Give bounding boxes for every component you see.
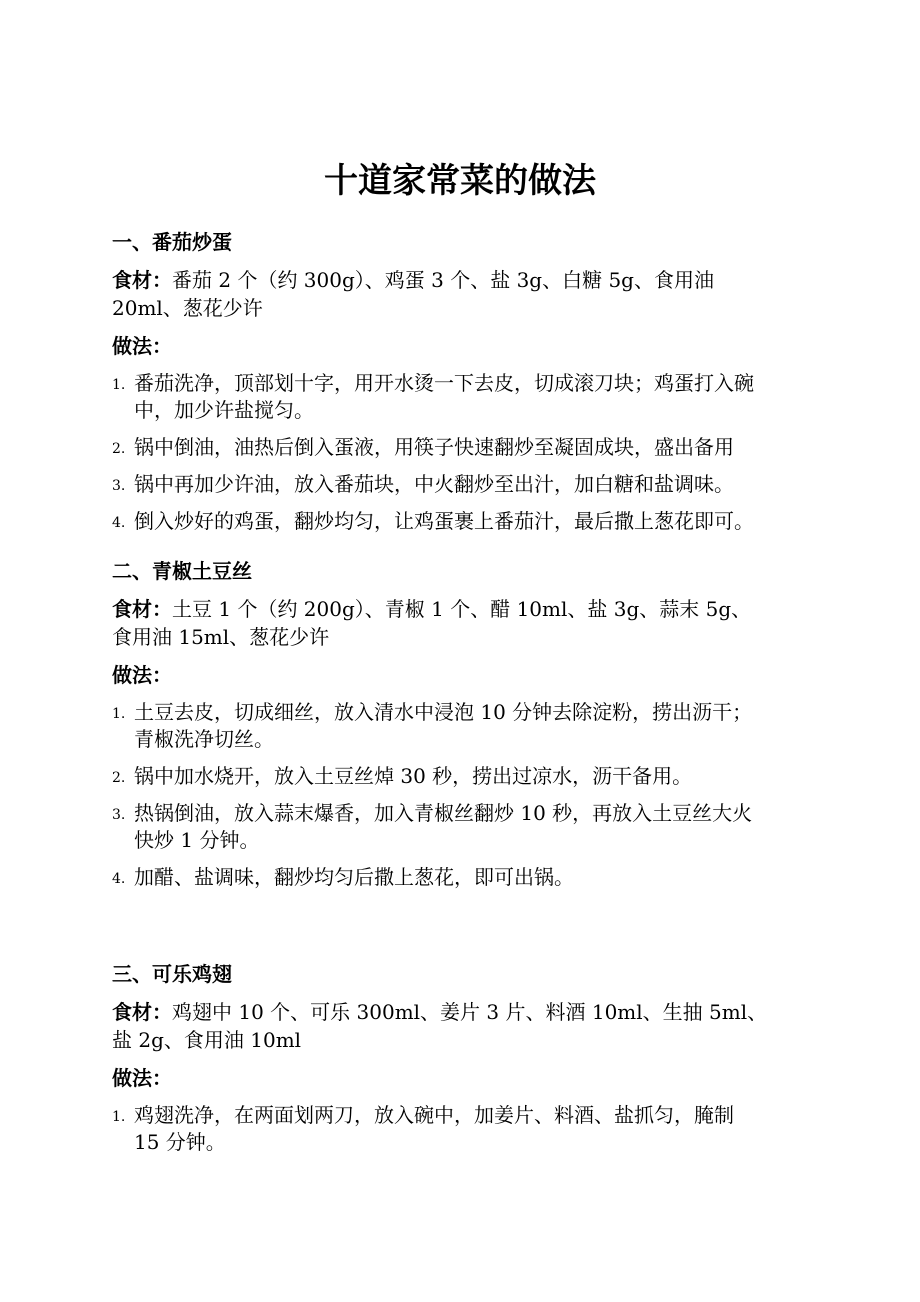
step-item [112, 800, 812, 854]
step-text-line-2: 中，加少许盐搅匀。 [134, 398, 314, 422]
step-item [112, 699, 812, 753]
method-label: 做法： [112, 334, 172, 358]
step-number: 2. [112, 441, 126, 457]
recipe-heading: 一、番茄炒蛋 [112, 230, 232, 254]
step-item [112, 508, 812, 535]
step-list [112, 370, 812, 535]
step-text-line-1: 鸡翅洗净，在两面划两刀，放入碗中，加姜片、料酒、盐抓匀，腌制 [134, 1103, 734, 1127]
step-text-line-1: 锅中倒油，油热后倒入蛋液，用筷子快速翻炒至凝固成块，盛出备用 [134, 435, 734, 459]
recipe-section-1 [112, 228, 812, 545]
step-item [112, 471, 812, 498]
step-text-line-1: 加醋、盐调味，翻炒均匀后撒上葱花，即可出锅。 [134, 865, 574, 889]
step-item [112, 434, 812, 461]
step-number: 1. [112, 1109, 126, 1125]
step-item [112, 370, 812, 424]
step-text-line-2: 快炒 1 分钟。 [134, 828, 260, 852]
step-text-line-1: 番茄洗净，顶部划十字，用开水烫一下去皮，切成滚刀块；鸡蛋打入碗 [134, 371, 754, 395]
ingredients-line-1: 鸡翅中 10 个、可乐 300ml、姜片 3 片、料酒 10ml、生抽 5ml、 [172, 1000, 768, 1024]
method-label: 做法： [112, 1066, 172, 1090]
step-number: 2. [112, 770, 126, 786]
step-list [112, 1102, 812, 1156]
step-text-line-1: 倒入炒好的鸡蛋，翻炒均匀，让鸡蛋裹上番茄汁，最后撒上葱花即可。 [134, 509, 754, 533]
step-text-line-2: 青椒洗净切丝。 [134, 727, 274, 751]
step-list [112, 699, 812, 891]
recipe-section-2 [112, 557, 812, 901]
recipe-section-3 [112, 960, 812, 1166]
step-item [112, 1102, 812, 1156]
step-text-line-2: 15 分钟。 [134, 1130, 226, 1154]
page-title: 十道家常菜的做法 [324, 161, 596, 201]
step-number: 3. [112, 478, 126, 494]
recipe-heading: 三、可乐鸡翅 [112, 962, 232, 986]
step-number: 1. [112, 706, 126, 722]
step-text-line-1: 热锅倒油，放入蒜末爆香，加入青椒丝翻炒 10 秒，再放入土豆丝大火 [134, 801, 753, 825]
ingredients-text [112, 998, 812, 1054]
ingredients-label: 食材： [112, 1000, 172, 1024]
ingredients-line-2: 盐 2g、食用油 10ml [112, 1028, 302, 1052]
step-text-line-1: 锅中再加少许油，放入番茄块，中火翻炒至出汁，加白糖和盐调味。 [134, 472, 734, 496]
step-number: 4. [112, 871, 126, 887]
ingredients-line-2: 20ml、葱花少许 [112, 296, 263, 320]
ingredients-label: 食材： [112, 597, 172, 621]
step-number: 3. [112, 807, 126, 823]
step-number: 4. [112, 515, 126, 531]
step-text-line-1: 土豆去皮，切成细丝，放入清水中浸泡 10 分钟去除淀粉，捞出沥干； [134, 700, 753, 724]
ingredients-text [112, 595, 812, 651]
method-label: 做法： [112, 663, 172, 687]
ingredients-line-2: 食用油 15ml、葱花少许 [112, 625, 330, 649]
step-number: 1. [112, 377, 126, 393]
ingredients-line-1: 土豆 1 个（约 200g）、青椒 1 个、醋 10ml、盐 3g、蒜末 5g、 [172, 597, 752, 621]
recipe-heading: 二、青椒土豆丝 [112, 559, 252, 583]
ingredients-line-1: 番茄 2 个（约 300g）、鸡蛋 3 个、盐 3g、白糖 5g、食用油 [172, 268, 714, 292]
ingredients-label: 食材： [112, 268, 172, 292]
step-text-line-1: 锅中加水烧开，放入土豆丝焯 30 秒，捞出过凉水，沥干备用。 [134, 764, 693, 788]
step-item [112, 864, 812, 891]
ingredients-text [112, 266, 812, 322]
step-item [112, 763, 812, 790]
